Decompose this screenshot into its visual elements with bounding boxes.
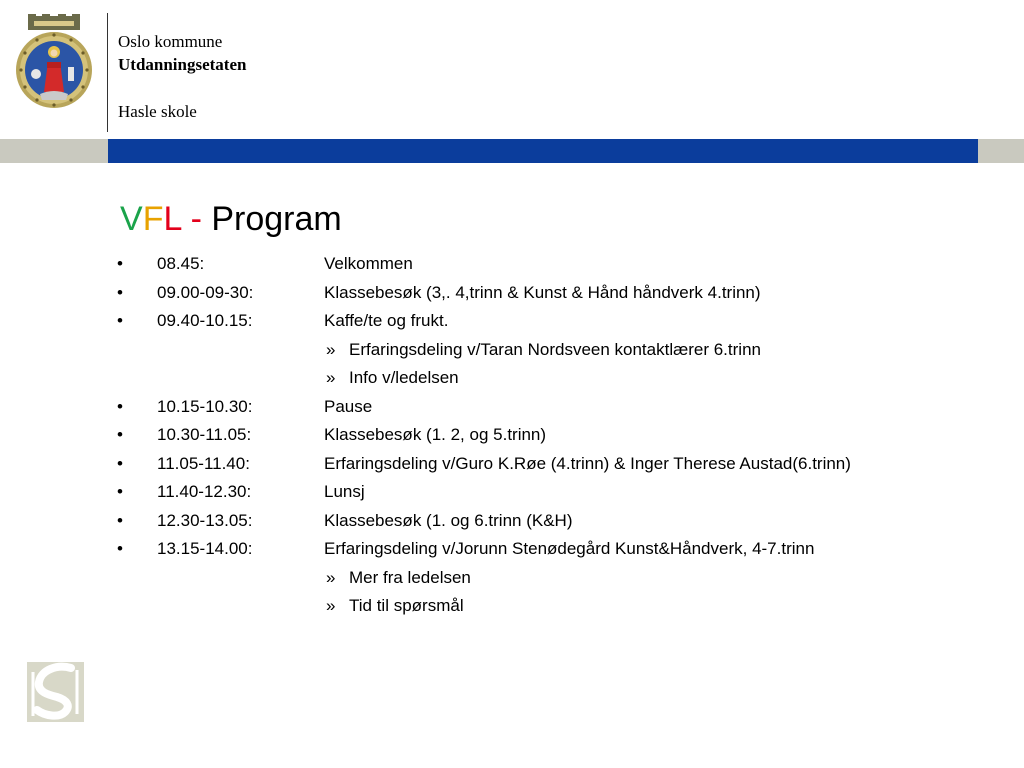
header-band-right (978, 139, 1024, 163)
department-name: Utdanningsetaten (118, 55, 247, 74)
bullet-marker: • (117, 396, 123, 416)
program-description: Velkommen (324, 254, 413, 273)
sub-item-text: Info v/ledelsen (349, 368, 459, 387)
bullet-marker: • (117, 425, 123, 444)
program-description: Pause (324, 396, 373, 416)
header-band-blue (108, 139, 978, 163)
program-description: Klassebesøk (1. 2, og 5.trinn) (324, 425, 547, 444)
sub-item-marker: » (326, 368, 336, 387)
bullet-marker: • (117, 282, 123, 302)
organization-block (118, 30, 247, 121)
school-name: Hasle skole (118, 102, 197, 121)
sub-item-marker: » (326, 339, 336, 359)
slide-title (120, 199, 342, 239)
sub-item-marker: » (326, 596, 336, 615)
program-description: Lunsj (324, 482, 365, 501)
program-description: Erfaringsdeling v/Guro K.Røe (4.trinn) & Inger Therese Austad(6.trinn) (324, 453, 851, 473)
program-time: 13.15-14.00: (157, 539, 253, 558)
program-time: 09.40-10.15: (157, 311, 253, 330)
bullet-marker: • (117, 539, 123, 558)
title-letter-f: F (142, 200, 164, 238)
program-time: 12.30-13.05: (157, 510, 253, 530)
header-divider (107, 13, 108, 132)
bullet-marker: • (117, 510, 123, 530)
bullet-marker: • (117, 311, 123, 330)
title-dash: - (190, 200, 202, 238)
program-time: 10.30-11.05: (157, 425, 252, 444)
program-description: Klassebesøk (3,. 4,trinn & Kunst & Hånd håndverk 4.trinn) (324, 282, 761, 302)
bullet-marker: • (117, 482, 123, 501)
bullet-marker: • (117, 453, 123, 473)
program-time: 08.45: (157, 254, 205, 273)
sub-item-text: Mer fra ledelsen (349, 567, 471, 587)
program-time: 09.00-09-30: (157, 282, 254, 302)
sub-item-text: Tid til spørsmål (349, 596, 464, 615)
program-description: Kaffe/te og frukt. (324, 311, 449, 330)
program-time: 10.15-10.30: (157, 396, 253, 416)
header-band-left (0, 139, 108, 163)
sub-item-marker: » (326, 567, 336, 587)
oslo-city-seal-icon (14, 12, 94, 116)
sub-item-text: Erfaringsdeling v/Taran Nordsveen kontaktlærer 6.trinn (349, 339, 761, 359)
title-letter-v: V (120, 200, 143, 238)
org-name: Oslo kommune (118, 32, 223, 51)
bullet-marker: • (117, 254, 123, 273)
program-description: Klassebesøk (1. og 6.trinn (K&H) (324, 510, 573, 530)
program-description: Erfaringsdeling v/Jorunn Stenødegård Kunst&Håndverk, 4-7.trinn (324, 539, 815, 558)
title-letter-l: L (163, 200, 182, 238)
title-text: Program (211, 200, 342, 238)
oslo-kommune-logo-icon (27, 662, 84, 722)
program-time: 11.40-12.30: (157, 482, 252, 501)
program-time: 11.05-11.40: (157, 453, 250, 473)
